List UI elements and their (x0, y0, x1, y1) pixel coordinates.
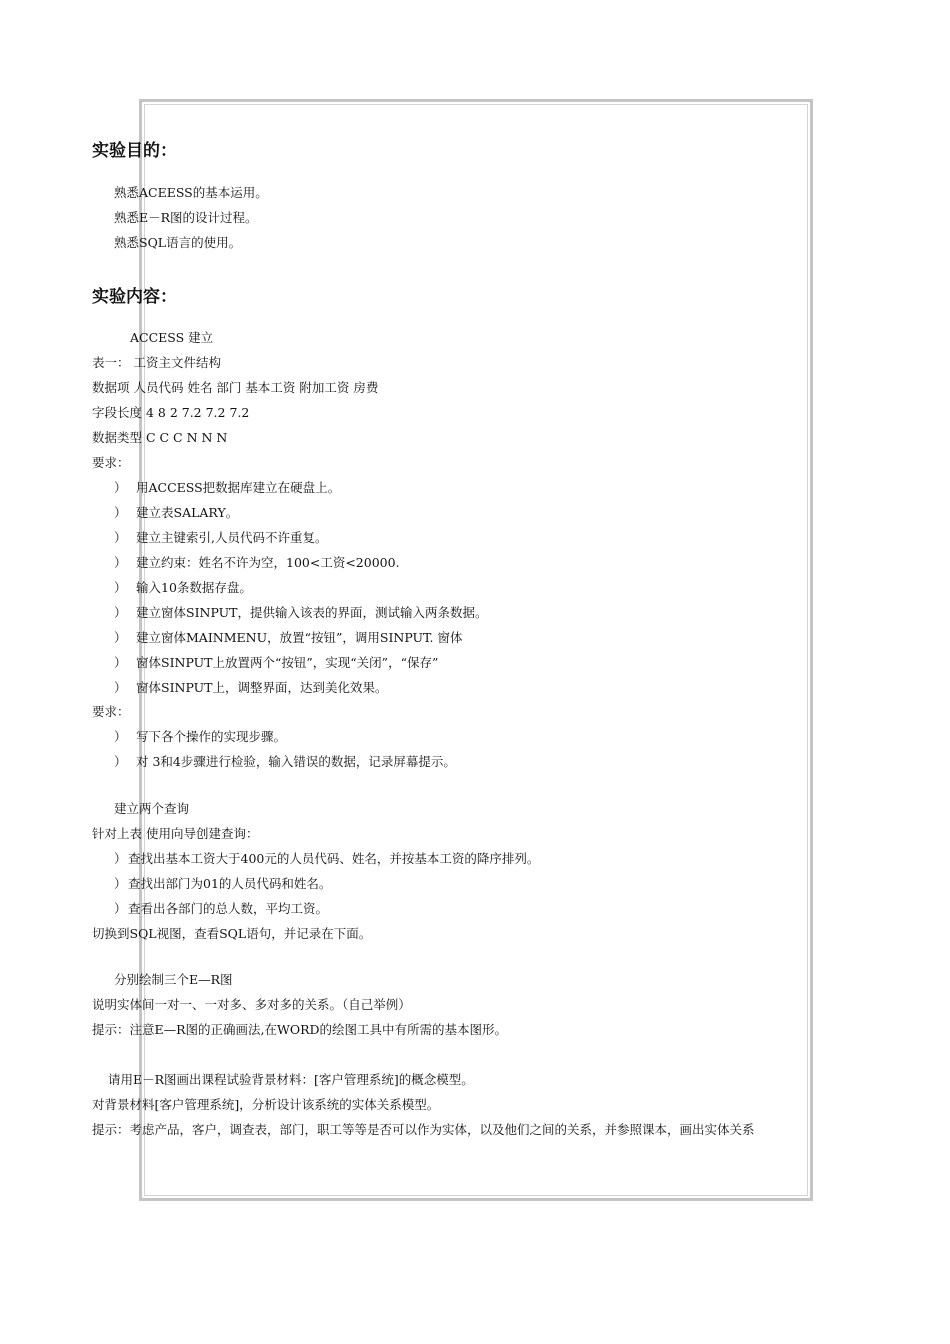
er-desc: 说明实体间一对一、一对多、多对多的关系。（自己举例） (92, 997, 411, 1012)
requirement2-item: ） 写下各个操作的实现步骤。 (114, 729, 287, 744)
requirements-label: 要求： (92, 455, 130, 470)
list-marker: ） (114, 680, 127, 695)
list-marker: ） (114, 555, 127, 570)
requirement-item: ） 窗体SINPUT上放置两个“按钮”，实现“关闭”，“保存” (114, 655, 439, 670)
requirement-item: ） 输入10条数据存盘。 (114, 580, 252, 595)
query-intro: 针对上表 使用向导创建查询： (92, 826, 259, 841)
requirement-item: ） 建立表SALARY。 (114, 505, 239, 520)
purpose-item: 熟悉E－R图的设计过程。 (114, 210, 258, 225)
table-row-lengths: 字段长度 4 8 2 7.2 7.2 7.2 (92, 405, 250, 420)
er-title: 分别绘制三个E—R图 (114, 972, 233, 987)
requirement-item: ） 建立主键索引,人员代码不许重复。 (114, 530, 328, 545)
query-outro: 切换到SQL视图，查看SQL语句，并记录在下面。 (92, 926, 372, 941)
list-marker: ） (114, 851, 127, 866)
query-item: ）查找出基本工资大于400元的人员代码、姓名，并按基本工资的降序排列。 (114, 851, 540, 866)
table-row-items: 数据项 人员代码 姓名 部门 基本工资 附加工资 房费 (92, 380, 379, 395)
requirement-item: ） 建立窗体SINPUT，提供输入该表的界面，测试输入两条数据。 (114, 605, 488, 620)
list-marker: ） (114, 876, 127, 891)
table-row-types: 数据类型 C C C N N N (92, 430, 228, 445)
crm-hint: 提示：考虑产品，客户，调查表，部门，职工等等是否可以作为实体，以及他们之间的关系，并参照课本，画出实体关系 (92, 1122, 755, 1137)
query-item: ）查找出部门为01的人员代码和姓名。 (114, 876, 332, 891)
purpose-heading: 实验目的： (92, 141, 177, 161)
content-heading: 实验内容： (92, 287, 177, 307)
er-hint: 提示：注意E—R图的正确画法,在WORD的绘图工具中有所需的基本图形。 (92, 1022, 508, 1037)
list-marker: ） (114, 901, 127, 916)
requirement-item: ） 窗体SINPUT上，调整界面，达到美化效果。 (114, 680, 388, 695)
requirements2-label: 要求： (92, 704, 130, 719)
query-item: ）查看出各部门的总人数，平均工资。 (114, 901, 329, 916)
purpose-item: 熟悉ACEESS的基本运用。 (114, 185, 268, 200)
list-marker: ） (114, 655, 127, 670)
requirement-item: ） 建立窗体MAINMENU，放置“按钮”，调用SINPUT. 窗体 (114, 630, 463, 645)
list-marker: ） (114, 630, 127, 645)
list-marker: ） (114, 530, 127, 545)
list-marker: ） (114, 580, 127, 595)
crm-title: 请用E－R图画出课程试验背景材料：[客户管理系统]的概念模型。 (108, 1072, 474, 1087)
requirement-item: ） 用ACCESS把数据库建立在硬盘上。 (114, 480, 341, 495)
list-marker: ） (114, 605, 127, 620)
list-marker: ） (114, 505, 127, 520)
crm-desc: 对背景材料[客户管理系统]，分析设计该系统的实体关系模型。 (92, 1097, 440, 1112)
requirement-item: ） 建立约束：姓名不许为空，100<工资<20000. (114, 555, 400, 570)
list-marker: ） (114, 480, 127, 495)
list-marker: ） (114, 729, 127, 744)
table-title: 表一： 工资主文件结构 (92, 355, 221, 370)
access-title: ACCESS 建立 (130, 330, 214, 345)
list-marker: ） (114, 754, 127, 769)
requirement2-item: ） 对 3和4步骤进行检验，输入错误的数据，记录屏幕提示。 (114, 754, 456, 769)
query-title: 建立两个查询 (114, 801, 190, 816)
purpose-item: 熟悉SQL语言的使用。 (114, 235, 242, 250)
